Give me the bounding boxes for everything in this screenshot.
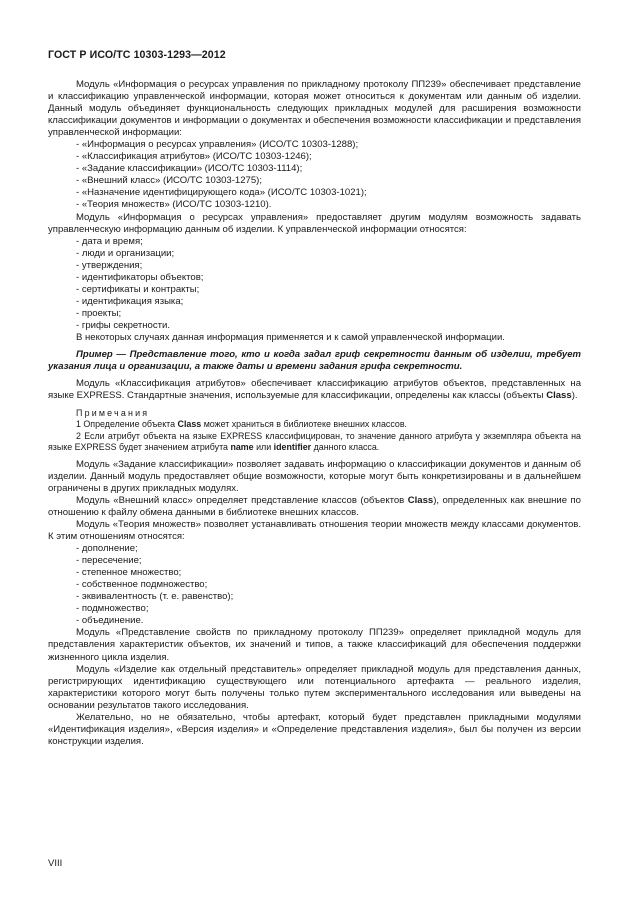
paragraph-set-theory: Модуль «Теория множеств» позволяет устанавливать отношения теории множеств между классами документов. К этим отношениям относятся: — [48, 519, 581, 543]
list-item: - «Классификация атрибутов» (ИСО/ТС 10303-1246); — [76, 151, 312, 163]
list-item: - люди и организации; — [76, 247, 175, 259]
example-paragraph: Пример — Представление того, кто и когда задал гриф секретности данным об изделии, требует указания лица и организации, а также даты и времени задания грифа секретности. — [48, 349, 581, 373]
document-body — [48, 79, 581, 748]
list-item: - дополнение; — [76, 543, 138, 555]
paragraph-artifact: Желательно, но не обязательно, чтобы артефакт, который будет представлен прикладными модулями «Идентификация изделия», «Версия изделия» и «Определение представления изделия», был бы получен из версии конструкции изделия. — [48, 711, 581, 747]
module-list — [48, 139, 581, 211]
paragraph-classification-assignment: Модуль «Задание классификации» позволяет задавать информацию о классификации документов и данным об изделии. Данный модуль предоставляет общие возможности, которые могут быть конкретизированы и в дальнейшем ограничены в других прикладных модулях. — [48, 458, 581, 494]
list-item: - идентификация языка; — [76, 295, 184, 307]
class-term: Class — [407, 494, 434, 506]
list-item: - «Информация о ресурсах управления» (ИСО/ТС 10303-1288); — [76, 139, 359, 151]
page-number: VIII — [48, 858, 63, 869]
list-item: - пересечение; — [76, 555, 142, 567]
list-item: - «Внешний класс» (ИСО/ТС 10303-1275); — [76, 175, 262, 187]
list-item: - собственное подмножество; — [76, 579, 208, 591]
list-item: - идентификаторы объектов; — [76, 271, 204, 283]
list-item: - утверждения; — [76, 259, 143, 271]
list-item: - «Теория множеств» (ИСО/ТС 10303-1210). — [76, 199, 272, 211]
paragraph-attribute-classification: Модуль «Классификация атрибутов» обеспечивает классификацию атрибутов объектов, представленных на языке EXPRESS. Стандартные значения, используемые для классификации, определены как классы (объекты Class). — [48, 378, 581, 402]
paragraph-management-resources: Модуль «Информация о ресурсах управления» предоставляет другим модулям возможность задавать управленческую информацию данным об изделии. К управленческой информации относятся: — [48, 211, 581, 235]
paragraph-property-representation: Модуль «Представление свойств по прикладному протоколу ПП239» определяет прикладной модуль для представления характеристик объектов, их значений и типов, а также классификаций для обеспечения поддержки жизненного цикла изделия. — [48, 627, 581, 663]
list-item: - проекты; — [76, 307, 122, 319]
list-item: - дата и время; — [76, 235, 143, 247]
management-info-list — [48, 236, 581, 332]
list-item: - «Назначение идентифицирующего кода» (ИСО/ТС 10303-1021); — [76, 187, 367, 199]
class-term: Class — [177, 419, 202, 430]
paragraph-product-as-individual: Модуль «Изделие как отдельный представитель» определяет прикладной модуль для представления данных, регистрирующих идентификацию существующего или потенциального артефакта — реального изделия, характеристики которого могут быть получены только путем экспериментального исследования или выведены на основании результатов такого исследования. — [48, 663, 581, 711]
paragraph-applies-to-itself: В некоторых случаях данная информация применяется и к самой управленческой информации. — [76, 331, 505, 343]
paragraph-management-resources-ap239: Модуль «Информация о ресурсах управления по прикладному протоколу ПП239» обеспечивает представление и классификацию управленческой информации, которая может относиться к документам или данным об изделии. Данный модуль объединяет функциональность следующих прикладных модулей для расширения возможности классификации документов и информации о документах и обеспечения возможности классификации и представления управленческой информации: — [48, 79, 581, 139]
list-item: - эквивалентность (т. е. равенство); — [76, 591, 234, 603]
set-relations-list — [48, 543, 581, 627]
list-item: - грифы секретности. — [76, 319, 170, 331]
list-item: - степенное множество; — [76, 567, 182, 579]
note-1: 1 Определение объекта Class может храниться в библиотеке внешних классов. — [76, 419, 408, 430]
name-term: name — [230, 442, 254, 453]
list-item: - объединение. — [76, 615, 144, 627]
note-2: 2 Если атрибут объекта на языке EXPRESS классифицирован, то значение данного атрибута у экземпляра объекта на языке EXPRESS будет значением атрибута name или identifier данного класса. — [48, 430, 581, 453]
notes-title: Примечания — [76, 408, 150, 419]
paragraph-external-class: Модуль «Внешний класс» определяет представление классов (объектов Class), определенных как внешние по отношению к файлу обмена данными в библиотеке внешних классов. — [48, 494, 581, 518]
class-term: Class — [546, 390, 572, 402]
list-item: - «Задание классификации» (ИСО/ТС 10303-1114); — [76, 163, 303, 175]
page-header-standard: ГОСТ Р ИСО/ТС 10303-1293—2012 — [48, 49, 226, 61]
list-item: - подмножество; — [76, 603, 149, 615]
list-item: - сертификаты и контракты; — [76, 283, 200, 295]
identifier-term: identifier — [273, 442, 312, 453]
